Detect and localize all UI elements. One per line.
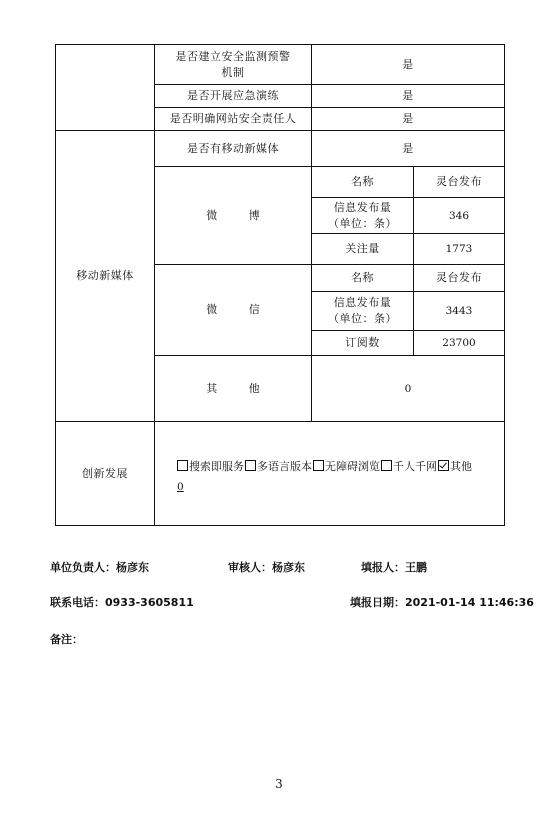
innovation-other-value: 0 (177, 481, 184, 493)
weixin-name-label: 名称 (351, 271, 374, 284)
phone (50, 594, 194, 610)
innovation-options (176, 457, 502, 497)
other-media-value: 0 (404, 382, 412, 395)
weibo-name-value: 灵台发布 (436, 175, 482, 188)
weibo-label: 微 博 (206, 208, 274, 222)
reviewer-label: 审核人： (228, 561, 272, 574)
phone-value: 0933-3605811 (105, 596, 194, 609)
checkbox-icon[interactable] (381, 460, 392, 471)
weixin-sub-value: 23700 (442, 337, 476, 349)
option-other: 其他 (450, 460, 472, 473)
fill-date-value: 2021-01-14 11:46:36 (405, 596, 534, 609)
weixin-count-value: 3443 (445, 305, 473, 317)
has-mobile-media-value: 是 (402, 141, 414, 155)
checked-checkbox-icon[interactable] (438, 460, 449, 471)
weixin-label: 微 信 (206, 303, 274, 316)
mobile-media-section-label: 移动新媒体 (76, 269, 134, 282)
option-accessible: 无障碍浏览 (325, 460, 380, 473)
reviewer-value: 杨彦东 (272, 561, 305, 574)
weibo-name-label: 名称 (351, 175, 374, 188)
emergency-drill-label: 是否开展应急演练 (187, 89, 279, 102)
checkbox-icon[interactable] (177, 460, 188, 471)
option-search-service: 搜索即服务 (189, 460, 244, 473)
reviewer (228, 559, 305, 575)
security-officer-label: 是否明确网站安全责任人 (169, 112, 297, 125)
phone-label: 联系电话： (50, 596, 105, 609)
remark-label: 备注： (50, 633, 83, 646)
weibo-follow-value: 1773 (445, 243, 473, 255)
weibo-count-value: 346 (448, 209, 470, 222)
page-number: 3 (275, 777, 283, 791)
option-personalized: 千人千网 (393, 460, 437, 473)
security-monitoring-value: 是 (402, 57, 414, 71)
has-mobile-media-label: 是否有移动新媒体 (187, 141, 279, 155)
weixin-sub-label: 订阅数 (345, 336, 380, 349)
checkbox-icon[interactable] (245, 460, 256, 471)
security-monitoring-label: 是否建立安全监测预警 机制 (175, 49, 291, 79)
fill-date-label: 填报日期： (350, 596, 405, 609)
weibo-count-label: 信息发布量 （单位：条） (328, 200, 397, 230)
filler-value: 王鹏 (405, 561, 427, 574)
emergency-drill-value: 是 (402, 89, 414, 102)
weixin-count-label: 信息发布量 （单位：条） (328, 296, 397, 325)
weibo-follow-label: 关注量 (345, 242, 380, 255)
other-media-label: 其 他 (206, 381, 274, 395)
innovation-section-label: 创新发展 (82, 466, 128, 480)
security-officer-value: 是 (402, 112, 414, 125)
option-multilingual: 多语言版本 (257, 460, 312, 473)
unit-head-label: 单位负责人： (50, 561, 116, 574)
fill-date (350, 594, 534, 610)
unit-head-value: 杨彦东 (116, 561, 149, 574)
unit-head (50, 559, 149, 575)
filler (361, 559, 427, 575)
filler-label: 填报人： (361, 561, 405, 574)
weixin-name-value: 灵台发布 (436, 271, 482, 284)
checkbox-icon[interactable] (313, 460, 324, 471)
